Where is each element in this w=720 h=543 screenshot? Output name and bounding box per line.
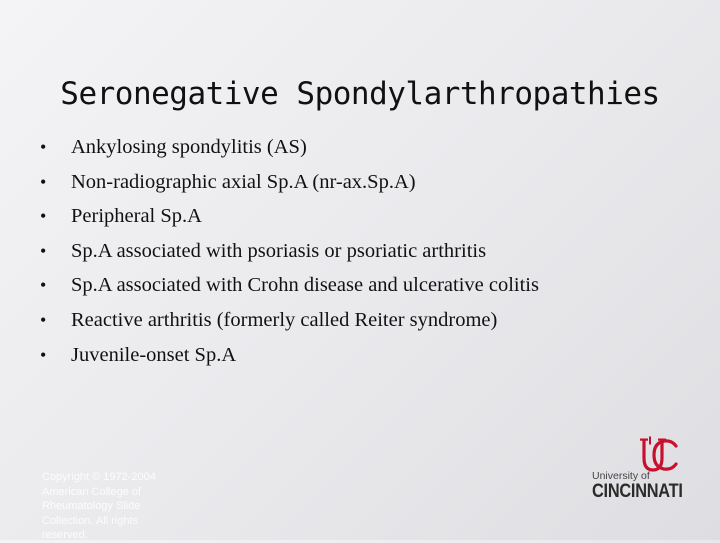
copyright-line: reserved. — [42, 529, 88, 541]
bullet-item — [40, 234, 539, 269]
bullet-dot: • — [40, 344, 47, 365]
copyright-line: Copyright © 1972-2004 — [42, 471, 156, 483]
bullet-text: Non-radiographic axial Sp.A (nr-ax.Sp.A) — [71, 170, 416, 193]
slide-title: Seronegative Spondylarthropathies — [60, 76, 660, 112]
bullet-text: Juvenile-onset Sp.A — [71, 343, 237, 366]
bullet-dot: • — [40, 137, 47, 157]
university-logo — [592, 436, 702, 506]
bullet-item — [40, 199, 539, 234]
copyright-line: Rheumatology Slide — [42, 500, 141, 512]
logo-line-university: University of — [592, 470, 650, 482]
bullet-item — [40, 338, 539, 373]
bullet-dot: • — [40, 309, 47, 330]
bullet-text: Peripheral Sp.A — [71, 205, 202, 228]
copyright-line: Collection. All rights — [42, 514, 138, 527]
bullet-text: Sp.A associated with Crohn disease and ulcerative colitis — [71, 274, 539, 297]
bullet-item — [40, 130, 539, 165]
bullet-dot: • — [40, 275, 47, 296]
copyright-notice — [42, 470, 192, 543]
bullet-item — [40, 165, 539, 200]
bullet-item — [40, 268, 539, 303]
bullet-text: Ankylosing spondylitis (AS) — [71, 136, 307, 158]
bullet-item — [40, 303, 539, 338]
copyright-line: American College of — [42, 485, 142, 498]
bullet-list — [40, 130, 539, 372]
logo-line-cincinnati: CINCINNATI — [592, 481, 683, 502]
bullet-dot: • — [40, 206, 47, 227]
bullet-text: Reactive arthritis (formerly called Reiter syndrome) — [71, 308, 498, 331]
bullet-dot: • — [40, 171, 47, 192]
bullet-text: Sp.A associated with psoriasis or psoriatic arthritis — [71, 239, 487, 262]
bullet-dot: • — [40, 240, 47, 261]
